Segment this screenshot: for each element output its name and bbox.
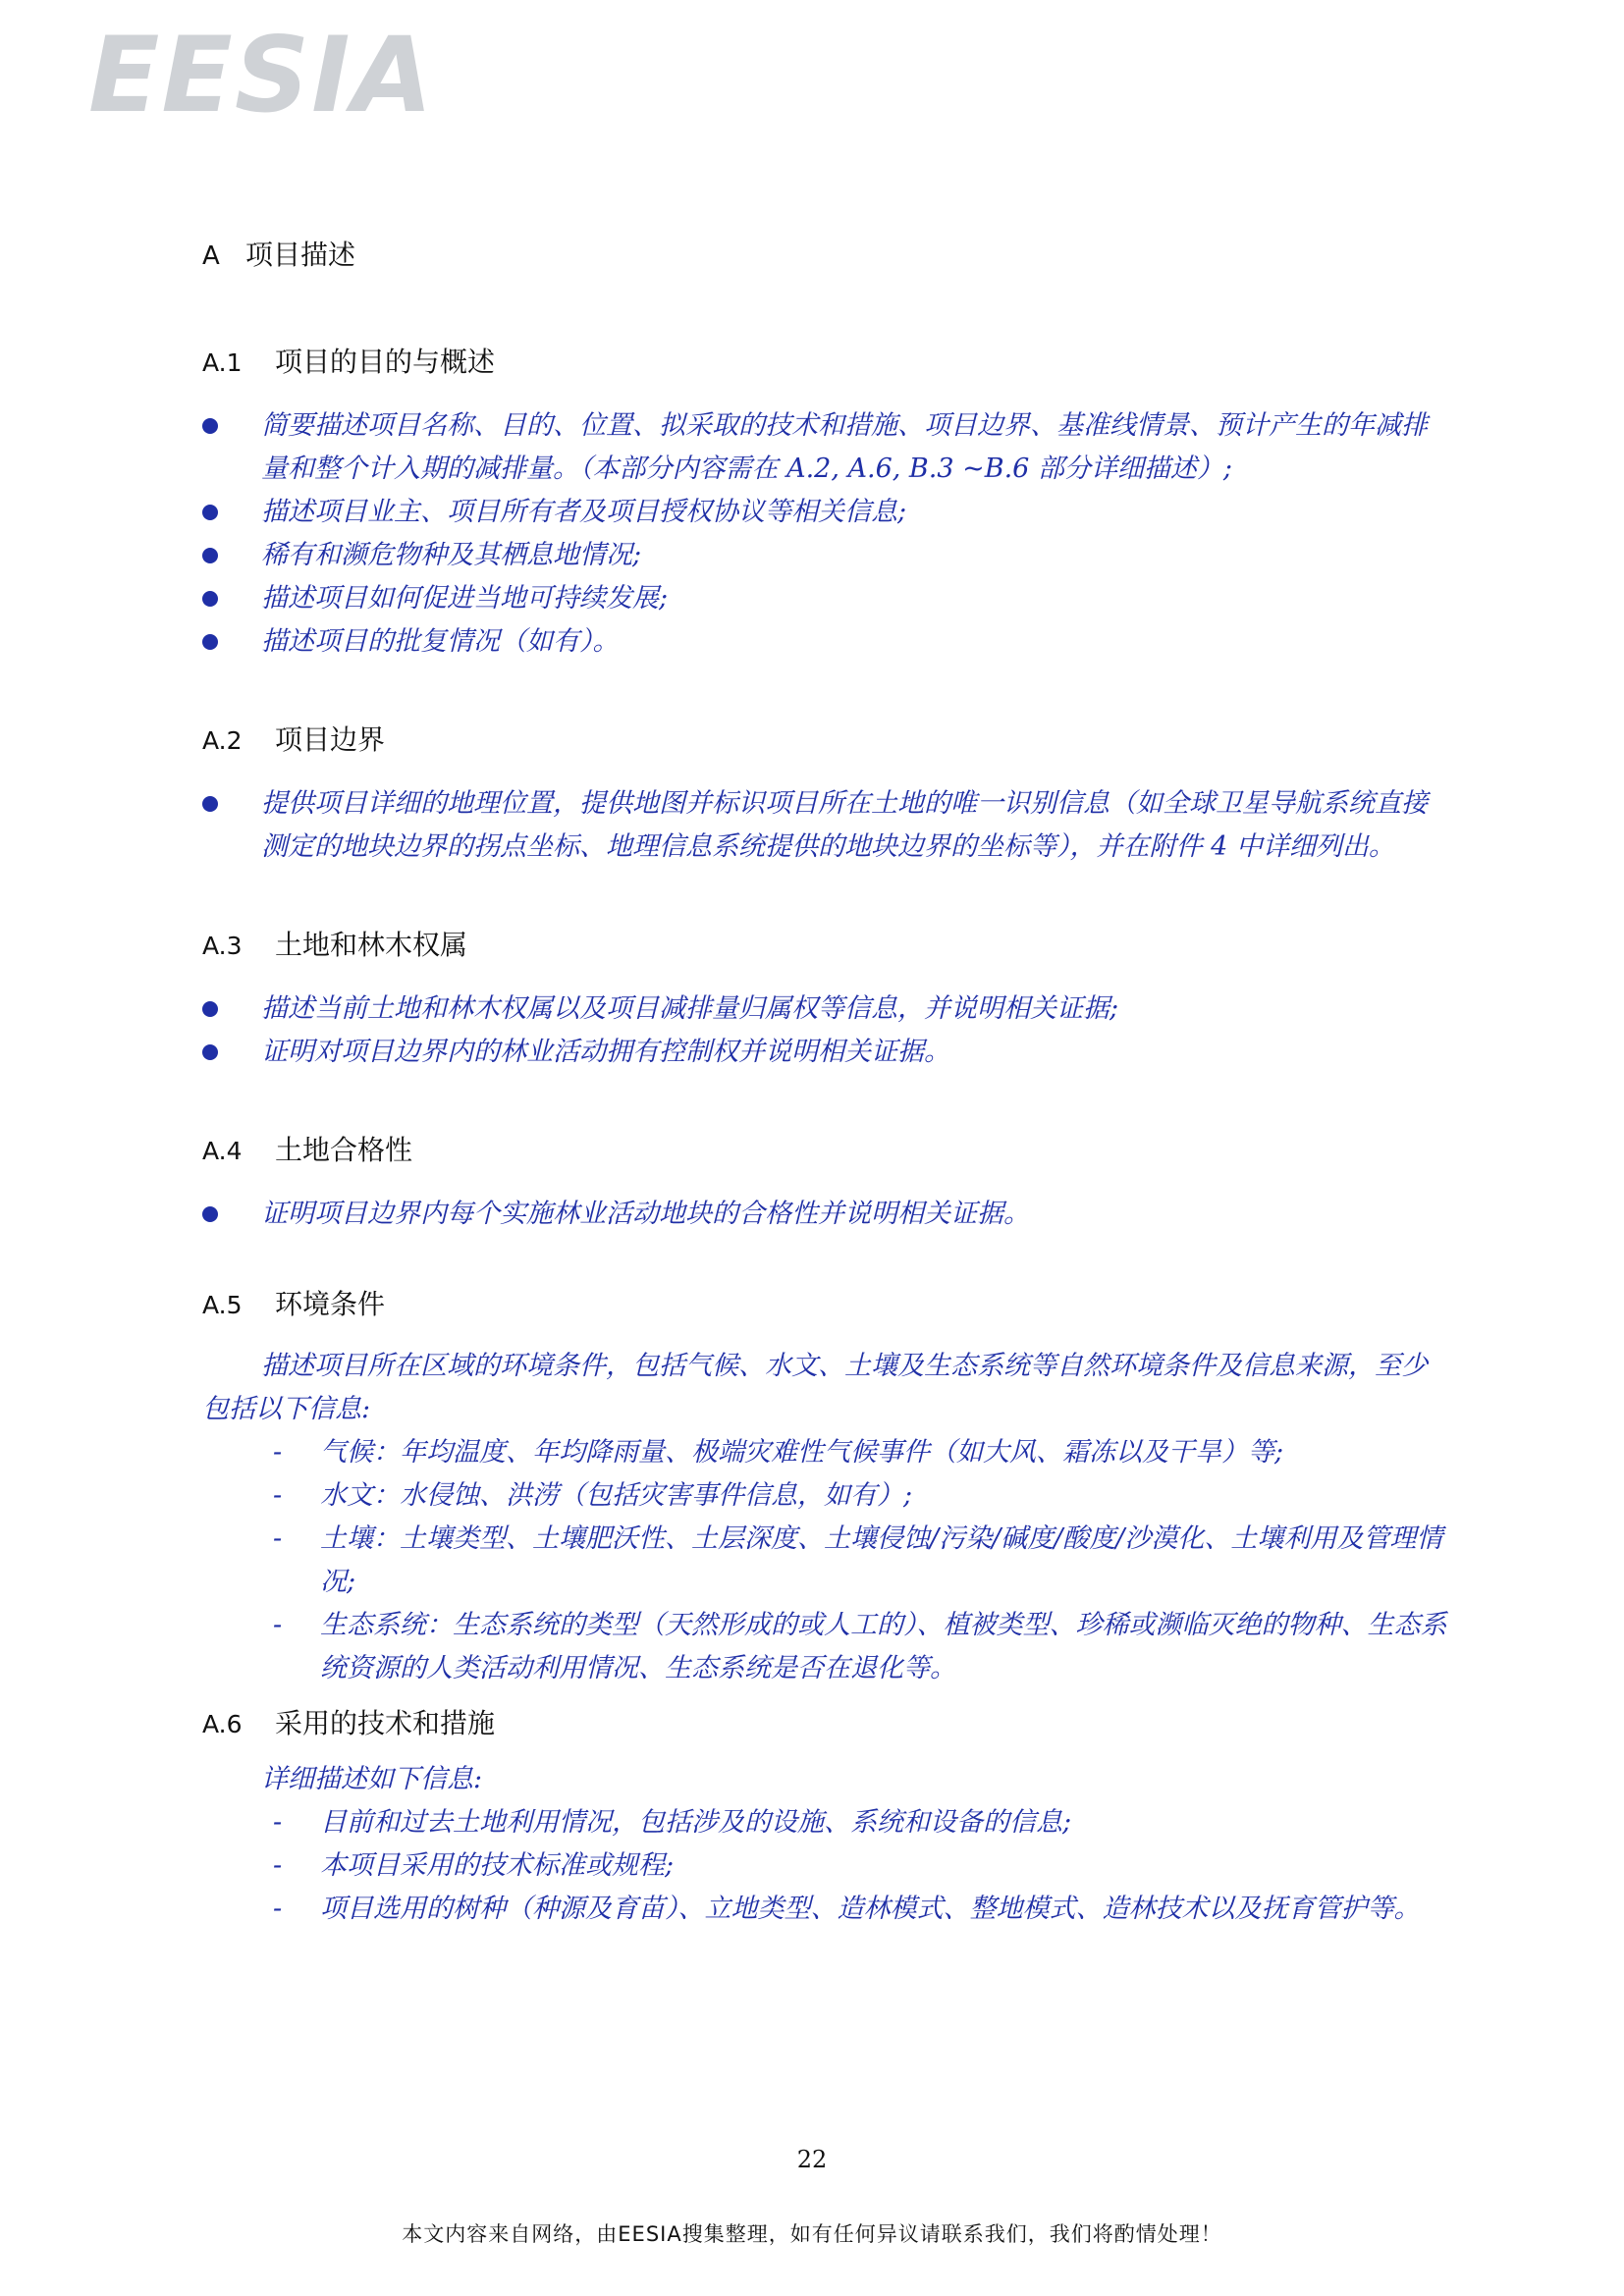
item-text: 目前和过去土地利用情况，包括涉及的设施、系统和设备的信息; bbox=[320, 1807, 1072, 1838]
heading-number: A.4 bbox=[202, 1137, 243, 1165]
list-item bbox=[202, 1431, 1449, 1474]
bullet-icon bbox=[202, 1206, 218, 1222]
bullet-icon bbox=[202, 418, 218, 434]
list-item bbox=[202, 1193, 1449, 1236]
item-text: 证明对项目边界内的林业活动拥有控制权并说明相关证据。 bbox=[261, 1037, 950, 1067]
item-text: 本项目采用的技术标准或规程; bbox=[320, 1850, 675, 1881]
heading-title: 采用的技术和措施 bbox=[275, 1707, 496, 1739]
heading-number: A.6 bbox=[202, 1710, 243, 1738]
item-text: 项目选用的树种（种源及育苗）、立地类型、造林模式、整地模式、造林技术以及抚育管护等。 bbox=[320, 1894, 1421, 1924]
dash-icon: - bbox=[273, 1610, 283, 1640]
item-text: 气候：年均温度、年均降雨量、极端灾难性气候事件（如大风、霜冻以及干旱）等; bbox=[320, 1437, 1284, 1468]
heading-number: A.1 bbox=[202, 348, 243, 377]
item-text: 描述项目业主、项目所有者及项目授权协议等相关信息; bbox=[261, 497, 907, 527]
a5-dash-list bbox=[202, 1431, 1449, 1690]
list-item bbox=[202, 1888, 1449, 1931]
list-item bbox=[202, 988, 1449, 1031]
dash-icon: - bbox=[273, 1437, 283, 1468]
list-item bbox=[202, 1474, 1449, 1518]
item-text: 描述项目的批复情况（如有）。 bbox=[261, 626, 620, 657]
section-title: 项目描述 bbox=[245, 239, 356, 271]
a4-bullet-list bbox=[202, 1193, 1449, 1236]
item-text: 稀有和濒危物种及其栖息地情况; bbox=[261, 540, 642, 570]
heading-a6 bbox=[202, 1704, 1449, 1744]
a5-intro: 描述项目所在区域的环境条件，包括气候、水文、土壤及生态系统等自然环境条件及信息来源，至少包括以下信息: bbox=[202, 1351, 1428, 1424]
heading-title: 环境条件 bbox=[275, 1288, 386, 1320]
heading-title: 项目边界 bbox=[275, 723, 386, 756]
item-text: 生态系统：生态系统的类型（天然形成的或人工的）、植被类型、珍稀或濒临灭绝的物种、生态系统资源的人类活动利用情况、生态系统是否在退化等。 bbox=[320, 1610, 1447, 1683]
list-item bbox=[202, 1031, 1449, 1074]
bullet-icon bbox=[202, 548, 218, 563]
dash-icon: - bbox=[273, 1480, 283, 1511]
a3-bullet-list bbox=[202, 988, 1449, 1074]
item-text: 描述项目如何促进当地可持续发展; bbox=[261, 583, 669, 614]
eesia-logo: EESIA bbox=[88, 15, 435, 135]
item-text: 提供项目详细的地理位置，提供地图并标识项目所在土地的唯一识别信息（如全球卫星导航系统直接测定的地块边界的拐点坐标、地理信息系统提供的地块边界的坐标等），并在附件 4 中详细列出。 bbox=[261, 788, 1428, 862]
dash-icon: - bbox=[273, 1850, 283, 1881]
section-heading bbox=[202, 236, 1449, 276]
a1-bullet-list bbox=[202, 404, 1449, 664]
footer-disclaimer: 本文内容来自网络，由EESIA搜集整理，如有任何异议请联系我们，我们将酌情处理！ bbox=[402, 2222, 1222, 2246]
heading-a5 bbox=[202, 1285, 1449, 1325]
list-item bbox=[202, 534, 1449, 577]
page-number: 22 bbox=[796, 2146, 828, 2173]
item-text: 简要描述项目名称、目的、位置、拟采取的技术和措施、项目边界、基准线情景、预计产生的年减排量和整个计入期的减排量。（本部分内容需在 A.2, A.6, B.3 ~B.6 部分详细描述）; bbox=[261, 410, 1428, 484]
list-item bbox=[202, 1844, 1449, 1888]
heading-title: 土地和林木权属 bbox=[275, 929, 468, 961]
item-text: 描述当前土地和林木权属以及项目减排量归属权等信息，并说明相关证据; bbox=[261, 993, 1119, 1024]
a2-bullet-list bbox=[202, 782, 1449, 869]
list-item bbox=[202, 1518, 1449, 1604]
heading-number: A.2 bbox=[202, 726, 243, 755]
section-letter: A bbox=[202, 241, 220, 271]
bullet-icon bbox=[202, 505, 218, 520]
list-item bbox=[202, 620, 1449, 664]
bullet-icon bbox=[202, 1044, 218, 1060]
item-text: 水文：水侵蚀、洪涝（包括灾害事件信息，如有）; bbox=[320, 1480, 913, 1511]
dash-icon: - bbox=[273, 1523, 283, 1554]
bullet-icon bbox=[202, 796, 218, 812]
heading-number: A.3 bbox=[202, 932, 243, 960]
heading-a3 bbox=[202, 926, 1449, 966]
list-item bbox=[202, 491, 1449, 534]
list-item bbox=[202, 577, 1449, 620]
heading-title: 项目的目的与概述 bbox=[275, 346, 496, 378]
list-item bbox=[202, 1604, 1449, 1690]
bullet-icon bbox=[202, 591, 218, 607]
list-item bbox=[202, 404, 1449, 491]
bullet-icon bbox=[202, 1001, 218, 1017]
heading-title: 土地合格性 bbox=[275, 1134, 413, 1166]
heading-a4 bbox=[202, 1131, 1449, 1171]
list-item bbox=[202, 1801, 1449, 1844]
dash-icon: - bbox=[273, 1894, 283, 1924]
document-body bbox=[202, 236, 1449, 1931]
heading-number: A.5 bbox=[202, 1291, 243, 1319]
heading-a2 bbox=[202, 721, 1449, 761]
dash-icon: - bbox=[273, 1807, 283, 1838]
heading-a1 bbox=[202, 343, 1449, 383]
a6-intro: 详细描述如下信息: bbox=[261, 1764, 483, 1794]
list-item bbox=[202, 782, 1449, 869]
a6-dash-list bbox=[202, 1801, 1449, 1931]
item-text: 证明项目边界内每个实施林业活动地块的合格性并说明相关证据。 bbox=[261, 1199, 1030, 1229]
bullet-icon bbox=[202, 634, 218, 650]
item-text: 土壤：土壤类型、土壤肥沃性、土层深度、土壤侵蚀/污染/碱度/酸度/沙漠化、土壤利用及管理情况; bbox=[320, 1523, 1443, 1597]
